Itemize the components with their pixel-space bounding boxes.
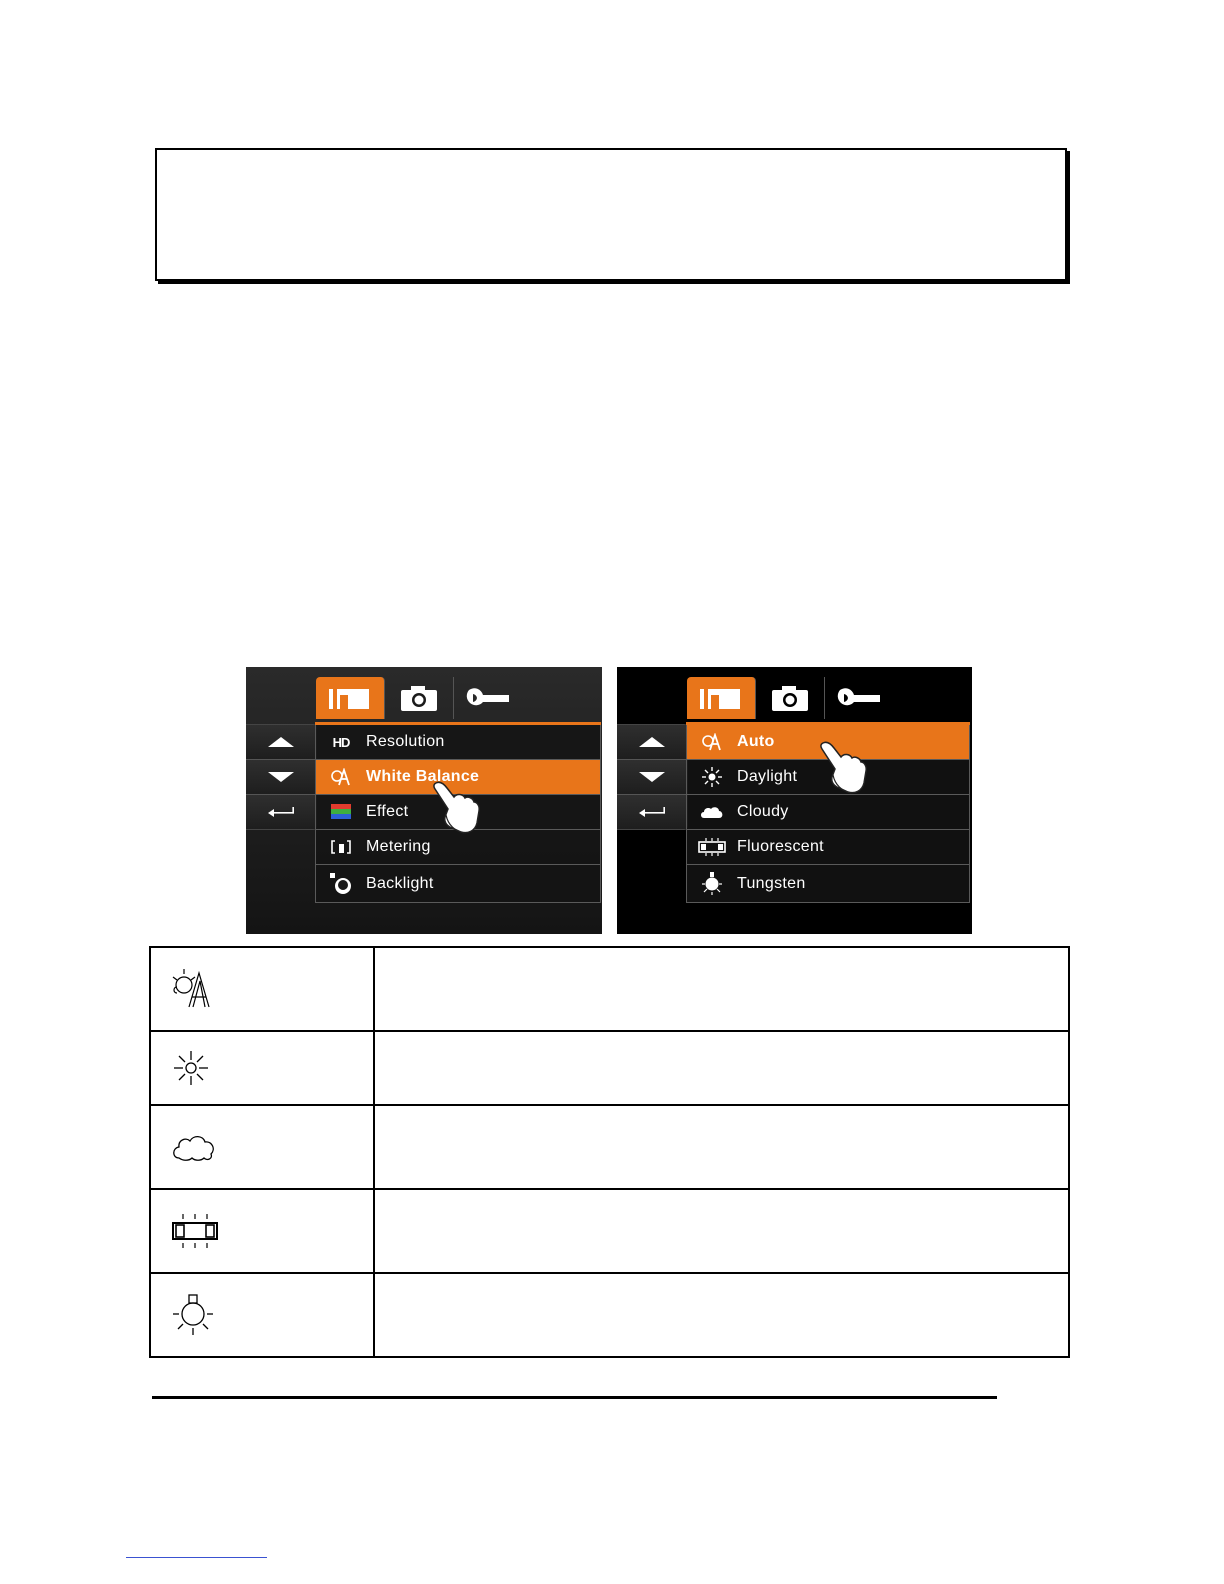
back-button[interactable] [617, 795, 687, 829]
backlight-icon [326, 872, 356, 896]
hd-icon: HD [332, 734, 350, 750]
triangle-up-icon [638, 736, 666, 748]
wrench-icon [836, 685, 882, 711]
menu-item-label: Metering [366, 838, 431, 855]
tab-video-settings[interactable] [687, 677, 756, 719]
metering-icon [326, 838, 356, 856]
menu-item-tungsten[interactable] [686, 865, 970, 903]
triangle-up-icon [267, 736, 295, 748]
table-description-cell [374, 947, 1069, 1031]
tab-video-settings[interactable] [316, 677, 385, 719]
menu-item-label: Resolution [366, 733, 445, 750]
table-description-cell [374, 1273, 1069, 1357]
table-description-cell [374, 1189, 1069, 1273]
table-row [150, 947, 1069, 1031]
cloudy-icon [171, 1132, 217, 1162]
menu-item-backlight[interactable] [315, 865, 601, 903]
menu-item-fluorescent[interactable] [686, 830, 970, 865]
table-icon-cell [150, 947, 374, 1031]
footer-link-underline[interactable] [126, 1557, 267, 1558]
menu-item-label: Effect [366, 803, 409, 820]
scroll-up-button[interactable] [617, 725, 687, 760]
pointing-hand-icon [819, 739, 869, 795]
menu-item-label: Backlight [366, 874, 434, 892]
menu-item-resolution[interactable] [315, 725, 601, 760]
scroll-down-button[interactable] [617, 760, 687, 795]
menu-item-label: White Balance [366, 768, 480, 785]
tungsten-icon [171, 1293, 215, 1337]
camera-icon [770, 684, 810, 712]
table-icon-cell [150, 1031, 374, 1105]
wrench-icon [465, 685, 511, 711]
table-row [150, 1273, 1069, 1357]
daylight-icon [697, 766, 727, 788]
menu-item-label: Cloudy [737, 803, 789, 820]
white-balance-table [149, 946, 1070, 1358]
notice-box [155, 148, 1067, 281]
table-icon-cell [150, 1105, 374, 1189]
tungsten-icon [697, 872, 727, 896]
footer-divider [152, 1396, 997, 1399]
table-row [150, 1031, 1069, 1105]
nav-buttons [246, 724, 317, 830]
effect-icon [326, 804, 356, 820]
return-arrow-icon [637, 806, 667, 818]
fluorescent-icon [697, 838, 727, 856]
tab-setup[interactable] [825, 677, 893, 719]
video-settings-icon [698, 685, 744, 711]
fluorescent-icon [171, 1213, 221, 1249]
tab-setup[interactable] [454, 677, 522, 719]
triangle-down-icon [638, 771, 666, 783]
table-icon-cell [150, 1189, 374, 1273]
scroll-up-button[interactable] [246, 725, 316, 760]
table-description-cell [374, 1031, 1069, 1105]
scroll-down-button[interactable] [246, 760, 316, 795]
auto-wb-icon [697, 733, 727, 751]
table-row [150, 1105, 1069, 1189]
tab-camera[interactable] [385, 677, 454, 719]
camera-menu-screen-white-balance [617, 667, 972, 934]
video-settings-icon [327, 685, 373, 711]
tab-camera[interactable] [756, 677, 825, 719]
daylight-icon [171, 1048, 211, 1088]
menu-item-label: Auto [737, 733, 775, 750]
table-icon-cell [150, 1273, 374, 1357]
table-description-cell [374, 1105, 1069, 1189]
menu-item-cloudy[interactable] [686, 795, 970, 830]
white-balance-icon [326, 768, 356, 786]
return-arrow-icon [266, 806, 296, 818]
menu-tabs [687, 677, 893, 719]
menu-item-label: Fluorescent [737, 838, 824, 855]
menu-tabs [316, 677, 522, 719]
back-button[interactable] [246, 795, 316, 829]
pointing-hand-icon [432, 779, 482, 835]
auto-wb-icon [171, 967, 217, 1011]
table-row [150, 1189, 1069, 1273]
camera-icon [399, 684, 439, 712]
camera-menu-screen-main [246, 667, 602, 934]
menu-item-label: Tungsten [737, 874, 806, 892]
cloudy-icon [697, 805, 727, 819]
nav-buttons [617, 724, 688, 830]
triangle-down-icon [267, 771, 295, 783]
menu-item-label: Daylight [737, 768, 798, 785]
menu-item-metering[interactable] [315, 830, 601, 865]
